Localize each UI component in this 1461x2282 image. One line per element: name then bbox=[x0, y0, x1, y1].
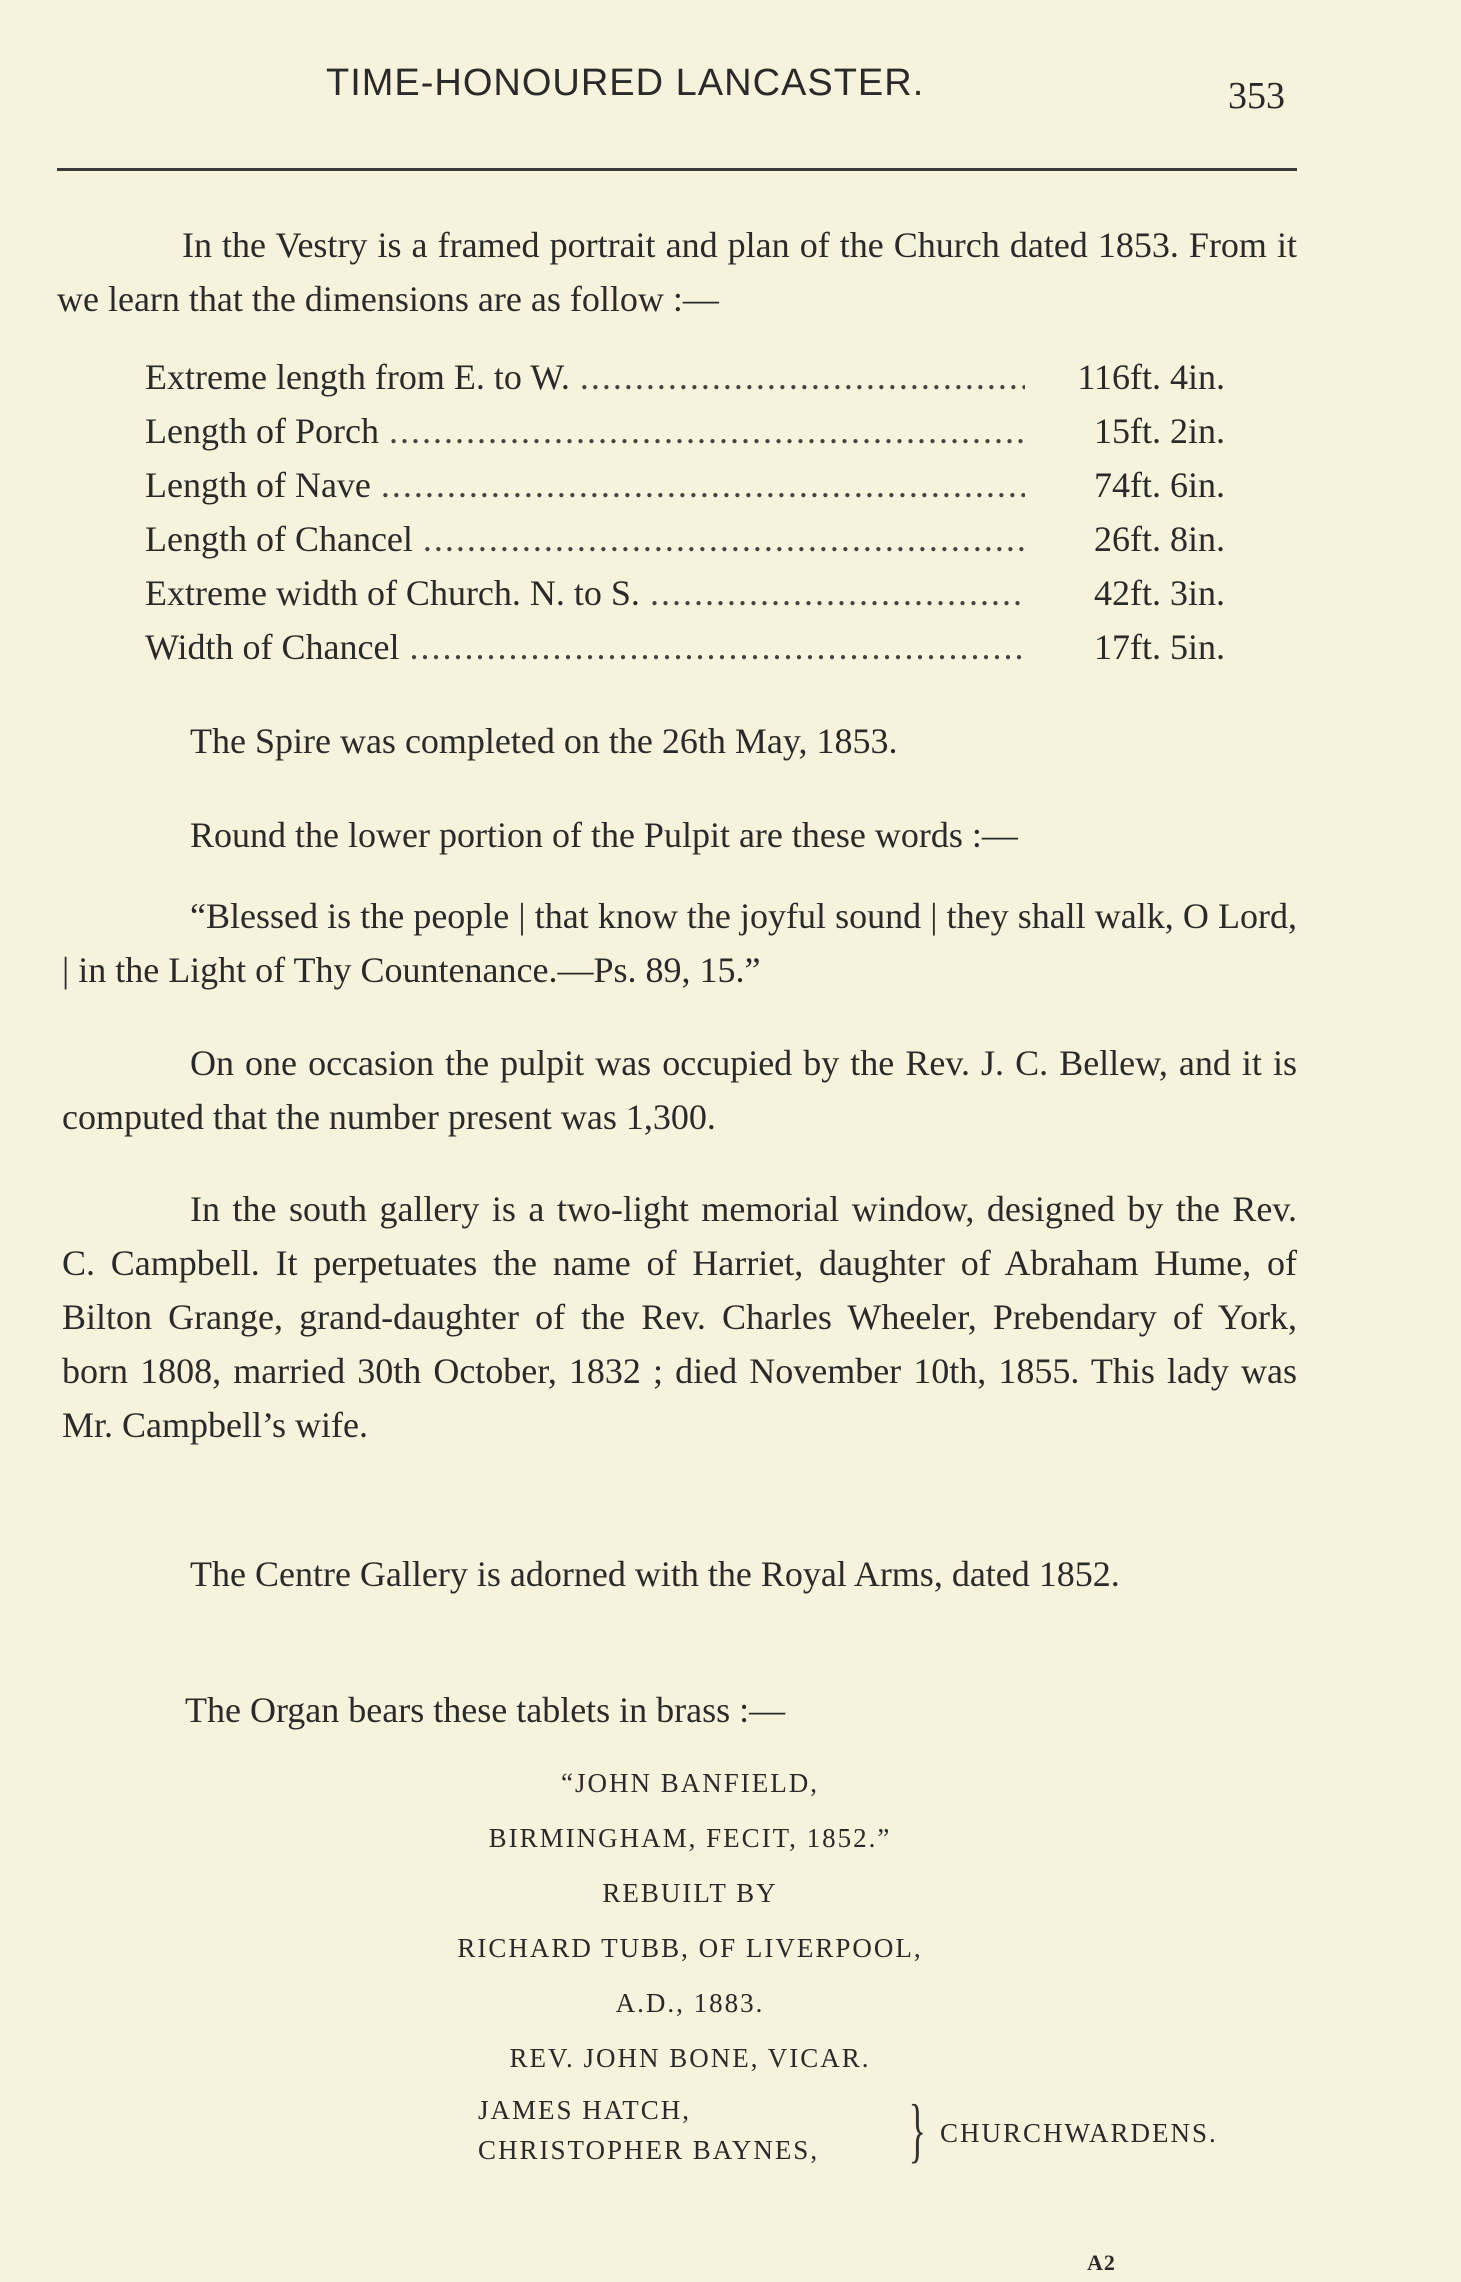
churchwarden-name: CHRISTOPHER BAYNES, bbox=[478, 2135, 820, 2165]
dimension-row bbox=[145, 404, 1225, 458]
paragraph-centre-gallery: The Centre Gallery is adorned with the Royal Arms, dated 1852. bbox=[190, 1554, 1120, 1594]
dimension-label: Length of Nave bbox=[145, 465, 371, 505]
tablet-line: “JOHN BANFIELD, bbox=[561, 1768, 819, 1798]
dimension-value: 15ft. 2in. bbox=[1094, 411, 1225, 451]
dimension-row bbox=[145, 512, 1225, 566]
paragraph-spire: The Spire was completed on the 26th May, 1853. bbox=[190, 721, 898, 761]
leader-dots bbox=[423, 512, 1025, 566]
churchwardens-label: CHURCHWARDENS. bbox=[940, 2118, 1218, 2148]
running-header-title: TIME-HONOURED LANCASTER. bbox=[326, 62, 925, 104]
dimension-row bbox=[145, 458, 1225, 512]
leader-dots bbox=[409, 620, 1025, 674]
page-number: 353 bbox=[1228, 75, 1285, 117]
leader-dots bbox=[381, 458, 1025, 512]
churchwarden-names bbox=[478, 2090, 819, 2170]
dimension-label: Extreme width of Church. N. to S. bbox=[145, 573, 640, 613]
dimensions-table bbox=[145, 350, 1225, 674]
dimension-row bbox=[145, 620, 1225, 674]
brace-icon: } bbox=[908, 2090, 926, 2170]
dimension-row bbox=[145, 566, 1225, 620]
leader-dots bbox=[580, 350, 1025, 404]
paragraph-vestry: In the Vestry is a framed portrait and plan of the Church dated 1853. From it we learn that the dimensions are as follow :— bbox=[57, 225, 1297, 319]
leader-dots bbox=[650, 566, 1025, 620]
tablet-line: REBUILT BY bbox=[602, 1878, 778, 1908]
paragraph-organ-intro: The Organ bears these tablets in brass :— bbox=[185, 1690, 786, 1730]
paragraph-pulpit-intro: Round the lower portion of the Pulpit are these words :— bbox=[190, 815, 1018, 855]
signature-mark: A2 bbox=[1087, 2250, 1116, 2275]
dimension-label: Width of Chancel bbox=[145, 627, 400, 667]
dimension-label: Length of Porch bbox=[145, 411, 379, 451]
dimension-row bbox=[145, 350, 1225, 404]
churchwarden-name: JAMES HATCH, bbox=[478, 2095, 692, 2125]
tablet-line: A.D., 1883. bbox=[615, 1988, 765, 2018]
tablet-line: RICHARD TUBB, OF LIVERPOOL, bbox=[457, 1933, 923, 1963]
paragraph-memorial-window: In the south gallery is a two-light memorial window, designed by the Rev. C. Campbell. It perpetuates the name of Harriet, daughter of Abraham Hume, of Bilton Grange, grand-daughter of the Rev. Charles Wheeler, Prebendary of York, born 1808, married 30th October, 1832 ; died November 10th, 1855. This lady was Mr. Campbell’s wife. bbox=[62, 1189, 1297, 1445]
dimension-value: 17ft. 5in. bbox=[1094, 627, 1225, 667]
paragraph-bellew: On one occasion the pulpit was occupied by the Rev. J. C. Bellew, and it is computed that the number present was 1,300. bbox=[62, 1043, 1297, 1137]
dimension-value: 74ft. 6in. bbox=[1094, 465, 1225, 505]
dimension-value: 116ft. 4in. bbox=[1077, 357, 1225, 397]
dimension-label: Extreme length from E. to W. bbox=[145, 357, 570, 397]
dimension-value: 26ft. 8in. bbox=[1094, 519, 1225, 559]
tablet-line: BIRMINGHAM, FECIT, 1852.” bbox=[488, 1823, 892, 1853]
dimension-value: 42ft. 3in. bbox=[1094, 573, 1225, 613]
header-rule bbox=[57, 168, 1297, 171]
leader-dots bbox=[389, 404, 1025, 458]
paragraph-pulpit-quote: “Blessed is the people | that know the joyful sound | they shall walk, O Lord, | in the Light of Thy Countenance.—Ps. 89, 15.” bbox=[62, 896, 1297, 990]
dimension-label: Length of Chancel bbox=[145, 519, 413, 559]
tablet-line: REV. JOHN BONE, VICAR. bbox=[509, 2043, 871, 2073]
